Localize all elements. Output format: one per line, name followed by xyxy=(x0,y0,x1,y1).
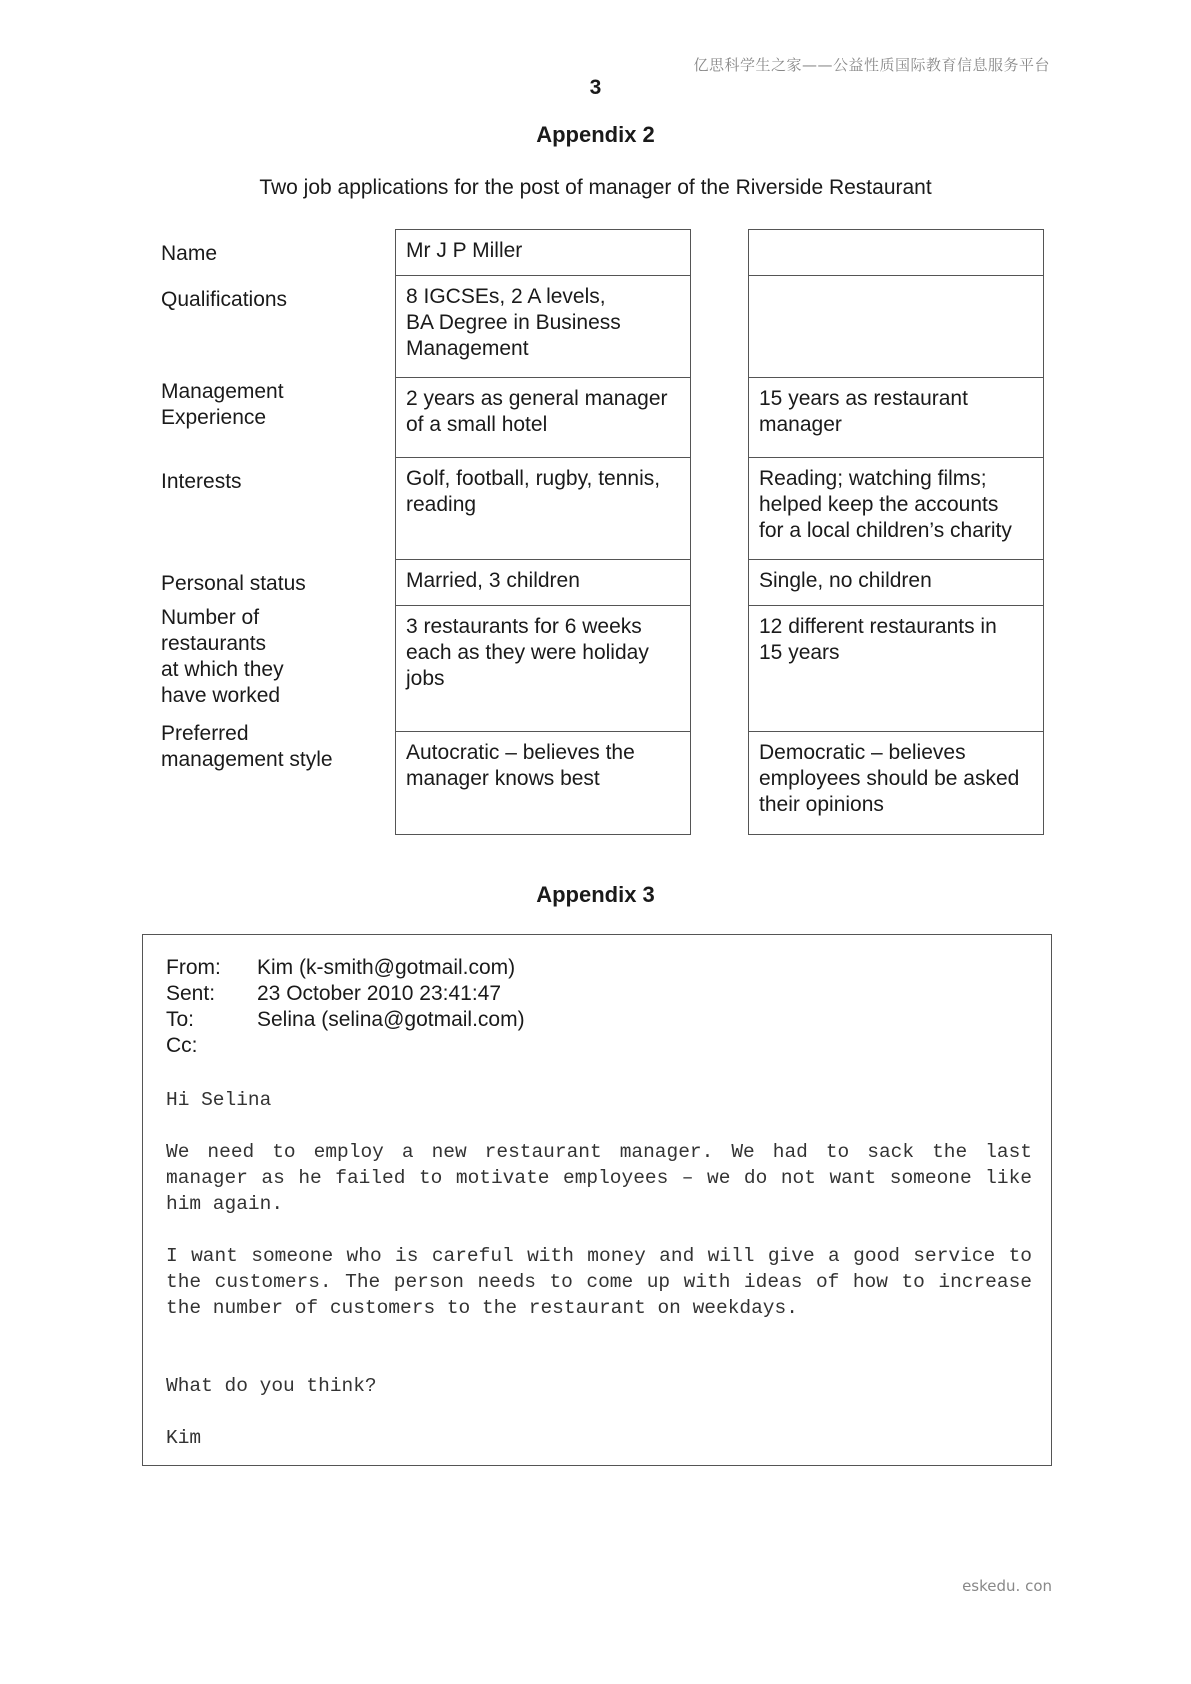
applicant-2-cell-line: Reading; watching films; xyxy=(759,467,987,490)
row-label-line: have worked xyxy=(161,684,281,707)
applicant-2-cell-line: Single, no children xyxy=(759,569,932,592)
email-paragraph-2: I want someone who is careful with money and will give a good service to the customers. The person needs to come up with ideas of how to increase the number of customers to the restaurant on weekdays. xyxy=(166,1245,1032,1319)
applicant-2-cell-line: 15 years xyxy=(759,641,840,664)
email-cc-label: Cc: xyxy=(166,1034,198,1057)
row-label-line: restaurants xyxy=(161,632,267,655)
applicant-1-column xyxy=(395,229,691,835)
row-label xyxy=(161,605,284,709)
row-label xyxy=(161,721,333,773)
applicant-1-cell xyxy=(396,230,690,276)
row-label-line: Number of xyxy=(161,606,260,629)
appendix-2-heading: Appendix 2 xyxy=(536,122,655,147)
applicant-1-cell-line: 3 restaurants for 6 weeks xyxy=(406,615,642,638)
appendix-3-heading: Appendix 3 xyxy=(536,882,655,907)
email-box xyxy=(142,934,1052,1466)
row-label-line: at which they xyxy=(161,658,284,681)
email-greeting: Hi Selina xyxy=(166,1089,272,1111)
email-signoff: Kim xyxy=(166,1427,202,1449)
applicant-1-cell xyxy=(396,276,690,378)
applicant-2-cell-line: for a local children’s charity xyxy=(759,519,1012,542)
email-paragraph-1: We need to employ a new restaurant manager. We had to sack the last manager as he failed to motivate employees – we do not want someone like him again. xyxy=(166,1141,1032,1215)
applicant-2-cell xyxy=(749,276,1043,378)
applicant-1-cell-line: manager knows best xyxy=(406,767,600,790)
applicant-1-cell-line: reading xyxy=(406,493,477,516)
page-number: 3 xyxy=(589,76,602,99)
email-sent-value: 23 October 2010 23:41:47 xyxy=(257,982,502,1005)
applicant-1-cell xyxy=(396,458,690,560)
applicant-1-cell-line: Golf, football, rugby, tennis, xyxy=(406,467,661,490)
applicant-2-cell-line: helped keep the accounts xyxy=(759,493,999,516)
applicant-1-cell-line: jobs xyxy=(406,667,445,690)
applicant-1-cell-line: each as they were holiday xyxy=(406,641,649,664)
row-label-line: Interests xyxy=(161,470,242,493)
applicant-1-cell xyxy=(396,560,690,606)
applicant-2-cell-line: 12 different restaurants in xyxy=(759,615,997,638)
applicant-1-cell-line: Management xyxy=(406,337,529,360)
email-from-label: From: xyxy=(166,956,221,979)
email-to-label: To: xyxy=(166,1008,195,1031)
applicant-2-cell xyxy=(749,378,1043,458)
row-label xyxy=(161,379,284,431)
row-label xyxy=(161,571,306,597)
email-question: What do you think? xyxy=(166,1375,377,1397)
applicant-1-cell-line: 8 IGCSEs, 2 A levels, xyxy=(406,285,606,308)
row-label-line: Name xyxy=(161,242,218,265)
row-label-line: Qualifications xyxy=(161,288,288,311)
watermark-top: 亿思科学生之家——公益性质国际教育信息服务平台 xyxy=(693,56,1050,74)
applicant-2-cell-line: 15 years as restaurant xyxy=(759,387,968,410)
email-sent-label: Sent: xyxy=(166,982,216,1005)
applicant-2-cell xyxy=(749,560,1043,606)
applicant-2-cell-line: employees should be asked xyxy=(759,767,1020,790)
applicant-1-cell xyxy=(396,606,690,732)
row-label-line: Management xyxy=(161,380,284,403)
applicant-1-cell xyxy=(396,378,690,458)
email-from-value: Kim (k-smith@gotmail.com) xyxy=(257,956,516,979)
applicant-1-cell-line: BA Degree in Business xyxy=(406,311,621,334)
row-label-line: Personal status xyxy=(161,572,306,595)
applicant-2-cell xyxy=(749,230,1043,276)
applicant-1-cell-line: Mr J P Miller xyxy=(406,239,523,262)
applicant-1-cell-line: Married, 3 children xyxy=(406,569,580,592)
row-label-line: Experience xyxy=(161,406,267,429)
applicant-2-cell-line: manager xyxy=(759,413,842,436)
applicant-1-cell-line: Autocratic – believes the xyxy=(406,741,635,764)
applicant-1-cell-line: of a small hotel xyxy=(406,413,548,436)
applicant-1-cell-line: 2 years as general manager xyxy=(406,387,668,410)
watermark-bottom: eskedu. con xyxy=(962,1577,1052,1595)
applicant-1-cell xyxy=(396,732,690,834)
row-label xyxy=(161,241,217,267)
applicant-2-cell xyxy=(749,606,1043,732)
applicant-2-cell-line: Democratic – believes xyxy=(759,741,966,764)
applicant-2-column xyxy=(748,229,1044,835)
applicant-2-cell-line: their opinions xyxy=(759,793,884,816)
row-label xyxy=(161,469,242,495)
applicant-2-cell xyxy=(749,732,1043,834)
row-label xyxy=(161,287,287,313)
row-label-line: Preferred xyxy=(161,722,249,745)
email-to-value: Selina (selina@gotmail.com) xyxy=(257,1008,525,1031)
row-label-line: management style xyxy=(161,748,333,771)
appendix-2-subtitle: Two job applications for the post of manager of the Riverside Restaurant xyxy=(259,176,932,199)
applicant-2-cell xyxy=(749,458,1043,560)
